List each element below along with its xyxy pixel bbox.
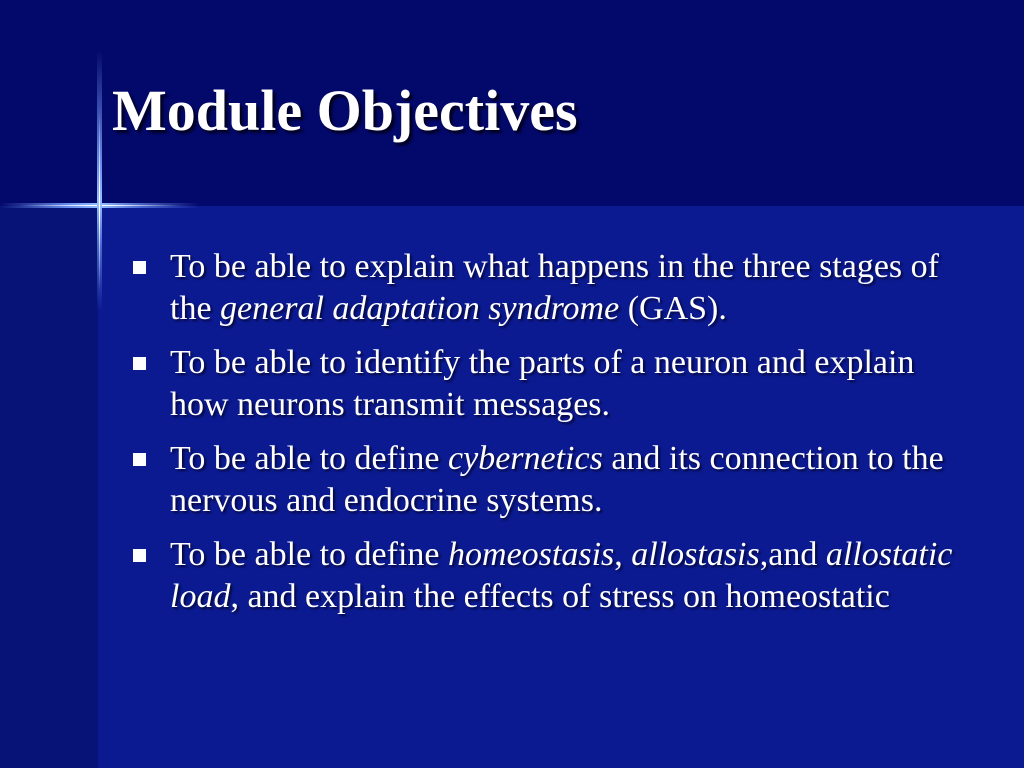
bullet-text: (GAS).: [619, 290, 727, 327]
objectives-list: [130, 246, 960, 630]
square-bullet-icon: [133, 357, 146, 370]
left-strip: [0, 206, 98, 768]
bullet-item: [130, 342, 960, 426]
bullet-italic-term: general adaptation syndrome: [220, 290, 620, 327]
bullet-item: [130, 438, 960, 522]
vertical-accent-line: [99, 110, 100, 290]
bullet-italic-term: homeostasis: [448, 536, 615, 573]
square-bullet-icon: [133, 453, 146, 466]
bullet-italic-term: allostasis: [631, 536, 760, 573]
bullet-text: To be able to define: [170, 440, 449, 477]
square-bullet-icon: [133, 261, 146, 274]
bullet-item: [130, 246, 960, 330]
bullet-text: To be able to explain what happens in the three stages of the: [170, 248, 939, 327]
square-bullet-icon: [133, 549, 146, 562]
bullet-text: ,and: [759, 536, 826, 573]
bullet-text: To be able to identify the parts of a neuron and explain how neurons transmit messages.: [170, 344, 915, 423]
bullet-italic-term: cybernetics: [448, 440, 603, 477]
slide-title: Module Objectives: [112, 78, 578, 143]
bullet-text: To be able to define: [170, 536, 449, 573]
bullet-text: , and explain the effects of stress on homeostatic: [230, 578, 890, 615]
bullet-text: ,: [614, 536, 632, 573]
bullet-text: and its connection to the nervous and endocrine systems.: [170, 440, 944, 519]
bullet-italic-term: allostatic load: [170, 536, 953, 615]
bullet-item: [130, 534, 960, 618]
